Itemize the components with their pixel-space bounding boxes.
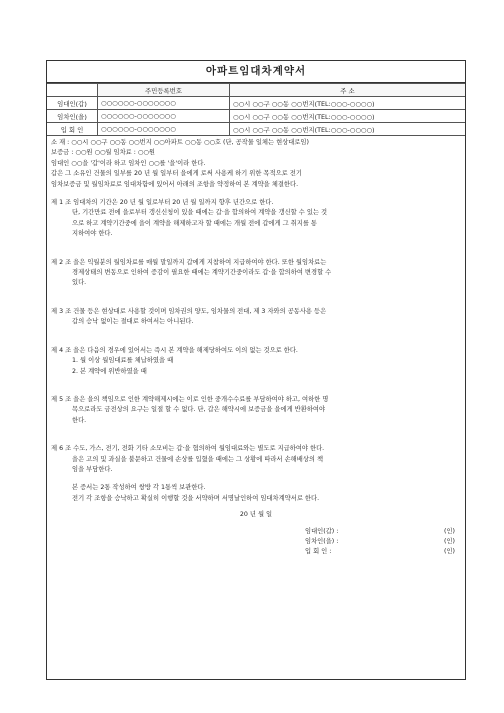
party-row-witness [47, 123, 465, 136]
article-line: 갑의 승낙 없이는 절대로 하여서는 아니된다. [72, 318, 194, 326]
party-address: ○○시 ○○구 ○○동 ○○번지(TEL:○○○-○○○○) [230, 110, 466, 123]
party-address: ○○시 ○○구 ○○동 ○○번지(TEL:○○○-○○○○) [230, 123, 466, 136]
closing-line: 본 증서는 2통 작성하여 쌍방 각 1통씩 보관한다. [72, 484, 206, 492]
article-2 [51, 258, 461, 289]
signature-row-lessee [305, 537, 455, 547]
contract-body [47, 136, 465, 557]
signature-role: 임대인(갑) : [305, 527, 339, 535]
role-header-cell [47, 84, 98, 97]
intro-line: 갑은 그 소유인 건물의 일부를 20 년 월 일부터 을에게 로써 사용케 하기 위한 목적으로 전기 [51, 170, 302, 178]
party-role: 임대인(갑) [47, 97, 98, 110]
closing-line: 전기 각 조항을 승낙하고 확실히 이행할 것을 서약하며 서명날인하여 임대차계약서로 한다. [72, 494, 320, 502]
article-5 [51, 395, 461, 426]
seal-mark: (인) [444, 527, 455, 535]
ssn-header: 주민등록번호 [98, 84, 230, 97]
article-line: 임을 부담한다. [72, 465, 113, 473]
seal-mark: (인) [444, 547, 455, 555]
parties-header-row [47, 84, 465, 97]
article-line: 1. 월 이상 월임대료를 체납하였을 때 [72, 357, 174, 365]
article-line: 제 5 조 을은 을의 책임으로 인한 계약해제시에는 이로 인한 중개수수료를 부담하여야 하고, 여하한 명 [51, 395, 329, 403]
contract-date: 20 년 월 일 [239, 511, 273, 519]
address-header: 주 소 [230, 84, 466, 97]
article-line: 경제상태의 변동으로 인하여 증감이 필요한 때에는 계약기간중이라도 갑·을 합의하여 변경할 수 [72, 269, 332, 277]
party-address: ○○시 ○○구 ○○동 ○○번지(TEL:○○○-○○○○) [230, 97, 466, 110]
seal-mark: (인) [444, 537, 455, 545]
signature-row-witness [305, 547, 455, 557]
intro-line: 임차보증금 및 월임차료로 임대차함에 있어서 아래의 조항을 약정하여 본 계약을 체결한다. [51, 180, 299, 188]
article-line: 으로 하고 계약기간중에 을이 계약을 해제하고자 할 때에는 개월 전에 갑에게 그 취지를 통 [72, 219, 318, 227]
party-row-lessee [47, 110, 465, 123]
intro-line: 보증금 : ○○원 ○○월 임차료 : ○○원 [51, 149, 155, 157]
intro-line: 임대인 ○○을 '갑'이라 하고 임차인 ○○를 '을'이라 한다. [51, 159, 206, 167]
article-line: 있다. [72, 279, 87, 287]
party-role: 입 회 인 [47, 123, 98, 136]
article-line: 한다. [72, 416, 87, 424]
article-line: 을은 고의 및 과실을 불문하고 건물에 손상를 입혔을 때에는 그 상황에 따라서 손해배상의 책 [72, 455, 324, 463]
intro-line: 소 재 : ○○시 ○○구 ○○동 ○○번지 ○○아파트 ○○동 ○○호 (단, 공작물 일체는 현상대로임) [51, 139, 309, 146]
contract-document [46, 60, 466, 680]
article-1 [51, 198, 461, 240]
signature-block [51, 510, 461, 556]
signature-role: 임차인(을) : [305, 537, 339, 545]
article-6 [51, 444, 461, 475]
article-line: 단, 기간만료 전에 을로부터 갱신신청이 있을 때에는 갑·을 합의하여 계약을 갱신할 수 있는 것 [72, 209, 328, 217]
signature-role: 입 회 인 : [305, 547, 332, 555]
signature-row-lessor [305, 527, 455, 537]
article-3 [51, 307, 461, 328]
party-role: 임차인(을) [47, 110, 98, 123]
party-ssn: ○○○○○○-○○○○○○○ [98, 123, 230, 136]
party-row-lessor [47, 97, 465, 110]
party-ssn: ○○○○○○-○○○○○○○ [98, 110, 230, 123]
article-line: 제 4 조 을은 다음의 경우에 있어서는 즉시 본 계약을 해제당하여도 이의 없는 것으로 한다. [51, 346, 298, 354]
party-ssn: ○○○○○○-○○○○○○○ [98, 97, 230, 110]
article-line: 목으로라도 금전상의 요구는 일절 할 수 없다. 단, 갑은 해약시에 보증금을 을에게 반환하여야 [72, 406, 326, 414]
article-line: 2. 본 계약에 위반하였을 때 [72, 367, 147, 375]
article-line: 제 2 조 을은 익월분의 월임차료를 매월 말일까지 갑에게 지참하여 지급하여야 한다. 또한 월임차료는 [51, 258, 327, 266]
article-line: 지하여야 한다. [72, 230, 113, 238]
article-line: 제 3 조 건물 등은 현상대로 사용할 것이며 임차권의 양도, 임차물의 전대, 제 3 자와의 공동사용 등은 [51, 307, 327, 315]
article-line: 제 6 조 수도, 가스, 전기, 전화 기타 소모비는 갑·을 협의하여 월임대료와는 별도로 지급하여야 한다. [51, 445, 325, 453]
article-4 [51, 346, 461, 377]
document-title: 아파트임대차계약서 [47, 61, 465, 83]
article-line: 제 1 조 임대차의 기간은 20 년 월 일로부터 20 년 월 일까지 향후 년간으로 한다. [51, 199, 274, 207]
parties-table [47, 83, 465, 136]
